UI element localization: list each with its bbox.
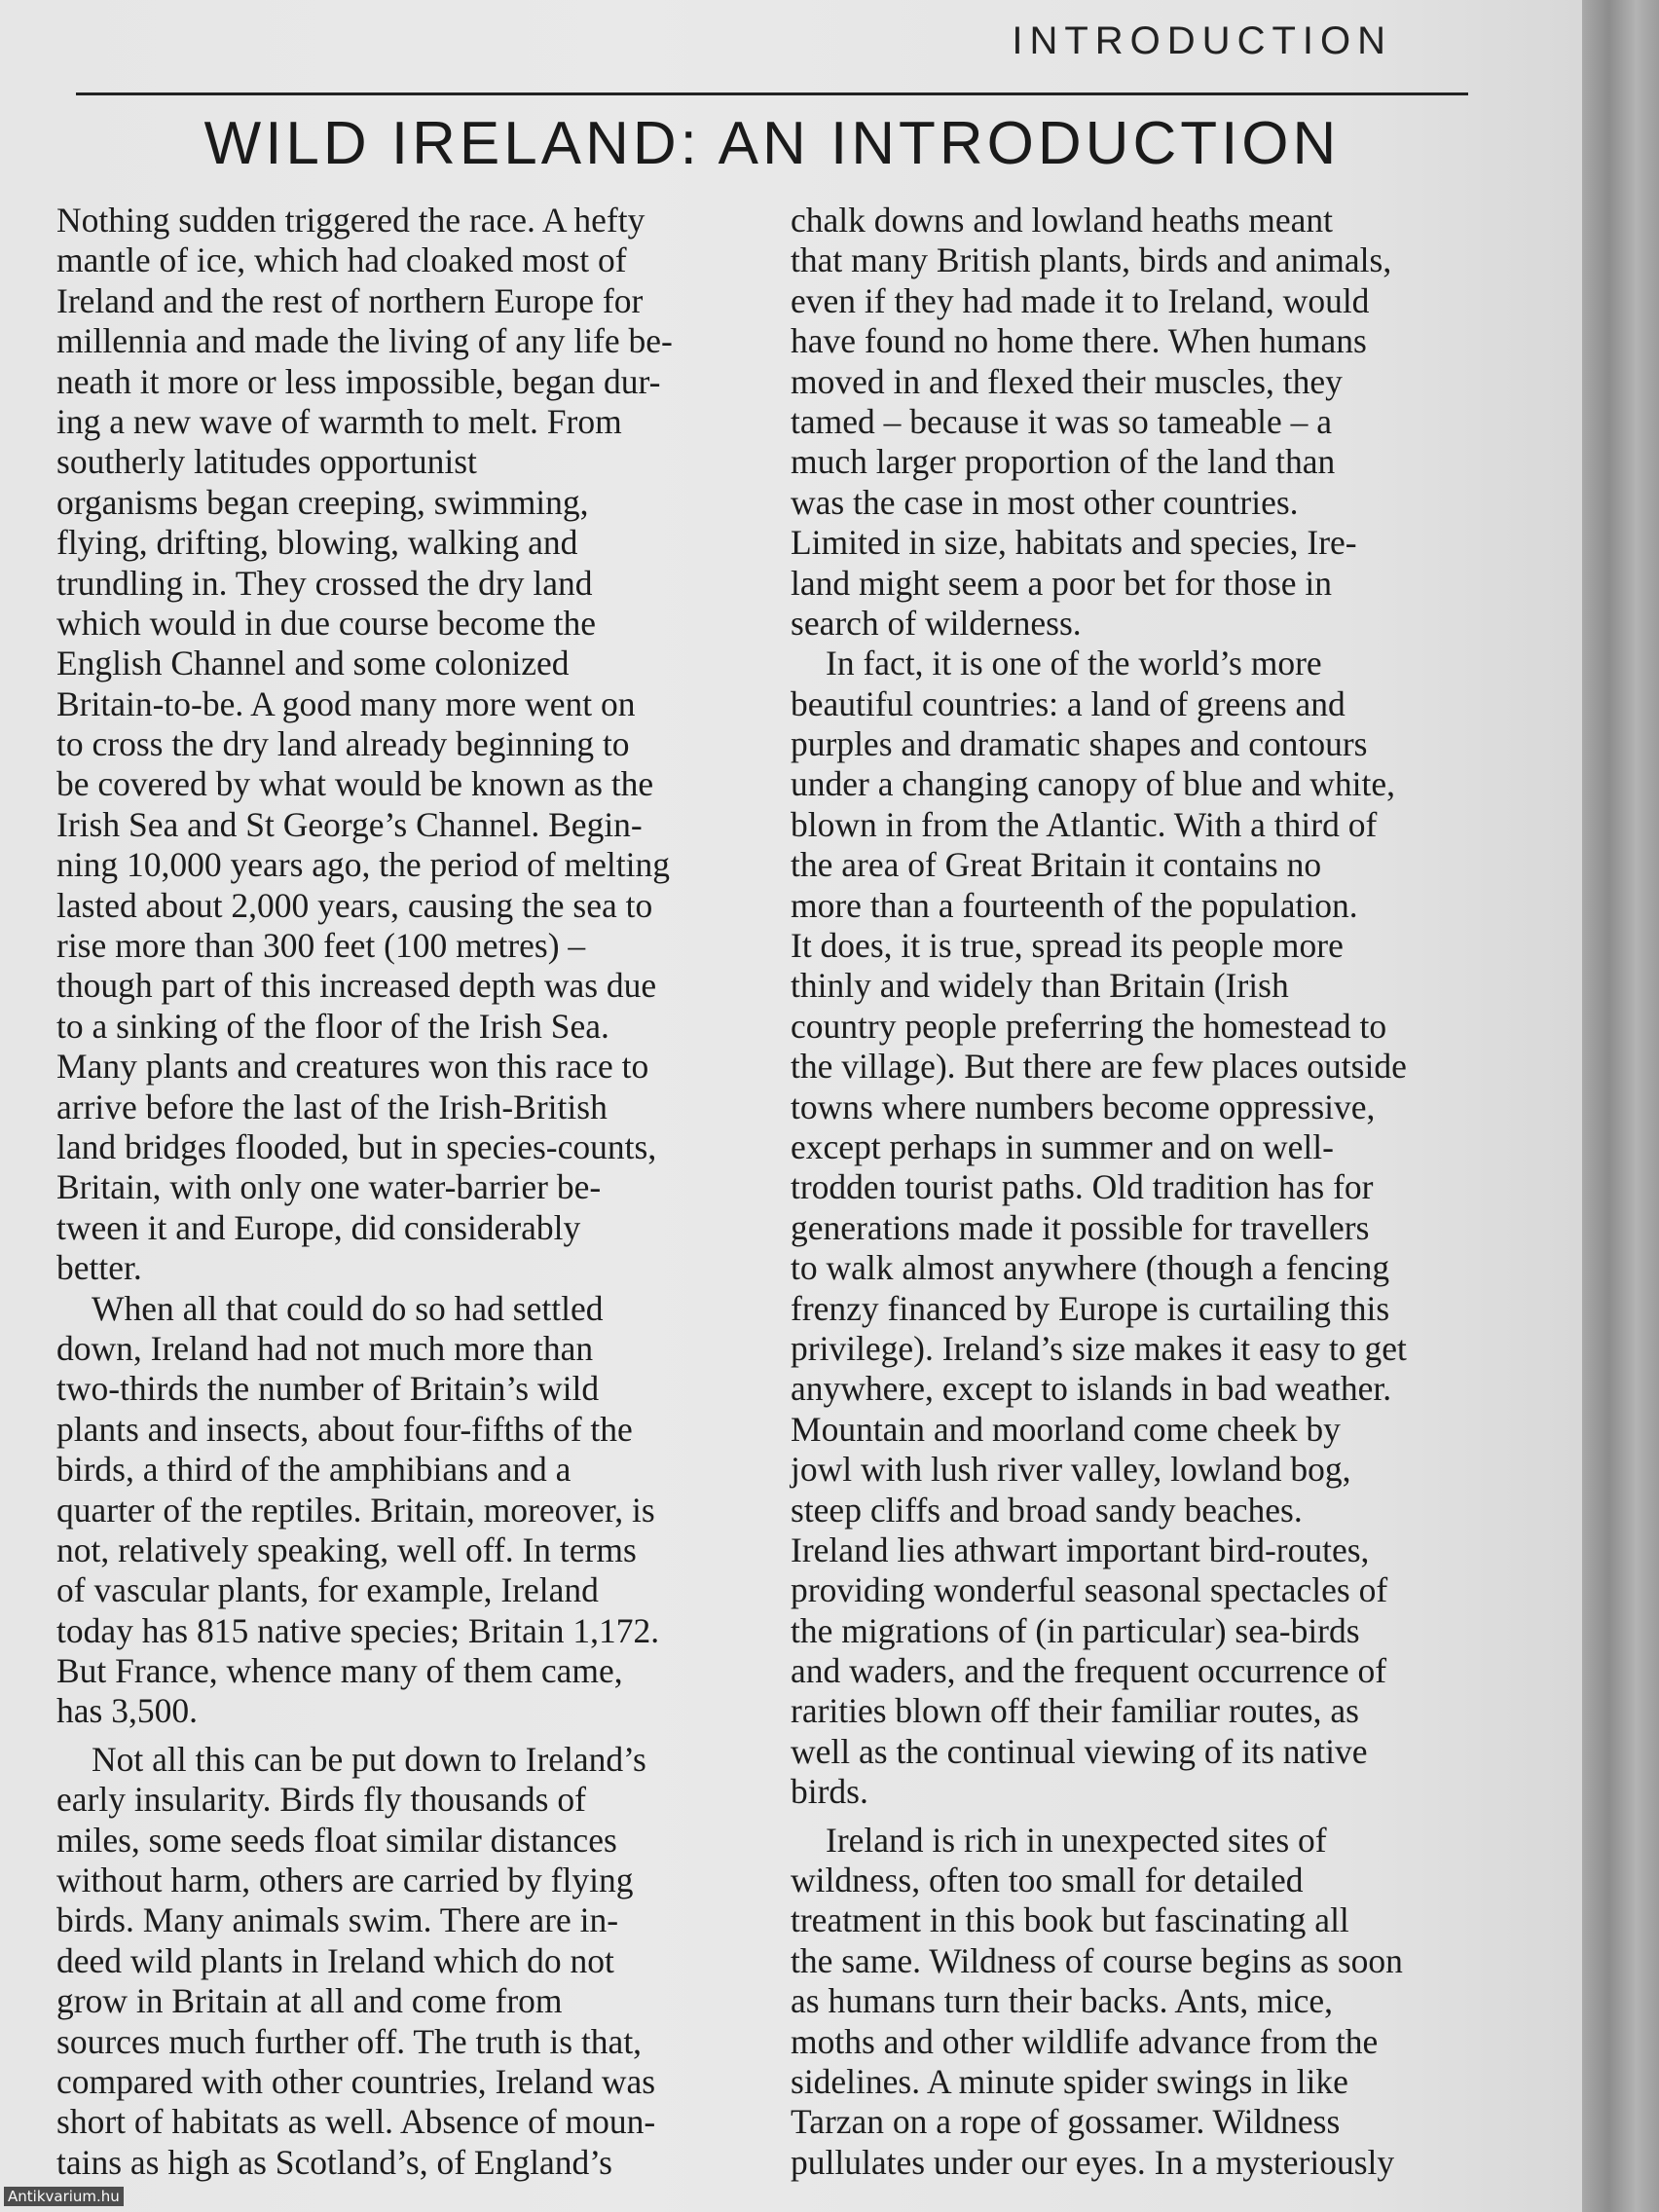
text-line: though part of this increased depth was due (56, 966, 657, 1006)
text-line: compared with other countries, Ireland was (56, 2061, 656, 2101)
text-line: as humans turn their backs. Ants, mice, (791, 1981, 1334, 2021)
text-line: In fact, it is one of the world’s more (826, 644, 1322, 683)
text-line: When all that could do so had settled (92, 1288, 604, 1328)
text-line: birds, a third of the amphibians and a (56, 1450, 571, 1490)
text-line: lasted about 2,000 years, causing the sea to (56, 885, 653, 925)
text-line: well as the continual viewing of its native (791, 1731, 1368, 1771)
text-line: trodden tourist paths. Old tradition has for (791, 1167, 1374, 1207)
text-line: early insularity. Birds fly thousands of (56, 1780, 586, 1820)
text-line: be covered by what would be known as the (56, 764, 654, 804)
text-line: down, Ireland had not much more than (56, 1328, 594, 1368)
text-line: plants and insects, about four-fifths of the (56, 1409, 633, 1449)
text-line: neath it more or less impossible, began dur- (56, 361, 661, 401)
text-line: treatment in this book but fascinating all (791, 1900, 1349, 1940)
text-line: the area of Great Britain it contains no (791, 845, 1322, 885)
text-line: wildness, often too small for detailed (791, 1861, 1304, 1900)
text-line: generations made it possible for travellers (791, 1207, 1370, 1247)
text-line: under a changing canopy of blue and white, (791, 764, 1396, 804)
text-line: short of habitats as well. Absence of moun- (56, 2102, 656, 2142)
watermark: Antikvarium.hu (4, 2187, 124, 2206)
text-line: to walk almost anywhere (though a fencing (791, 1248, 1390, 1288)
text-line: chalk downs and lowland heaths meant (791, 201, 1334, 240)
text-line: It does, it is true, spread its people more (791, 926, 1344, 966)
text-line: pullulates under our eyes. In a mysteriously (791, 2142, 1395, 2182)
text-line: rarities blown off their familiar routes, as (791, 1691, 1359, 1731)
text-line: land might seem a poor bet for those in (791, 563, 1333, 603)
text-line: jowl with lush river valley, lowland bog, (791, 1450, 1351, 1490)
text-line: Ireland and the rest of northern Europe for (56, 280, 644, 320)
text-line: Nothing sudden triggered the race. A hefty (56, 201, 645, 240)
text-line: birds. (791, 1772, 868, 1812)
text-line: steep cliffs and broad sandy beaches. (791, 1490, 1303, 1530)
text-line: Irish Sea and St George’s Channel. Begin- (56, 804, 643, 844)
text-line: birds. Many animals swim. There are in- (56, 1900, 619, 1940)
text-line: Ireland is rich in unexpected sites of (826, 1820, 1327, 1860)
text-line: to cross the dry land already beginning to (56, 724, 630, 764)
text-line: arrive before the last of the Irish-British (56, 1087, 608, 1126)
text-line: was the case in most other countries. (791, 482, 1299, 522)
title-rule (76, 92, 1468, 95)
text-line: Britain-to-be. A good many more went on (56, 683, 636, 723)
text-line: land bridges flooded, but in species-counts, (56, 1126, 657, 1166)
text-line: without harm, others are carried by flying (56, 1861, 634, 1900)
text-line: of vascular plants, for example, Ireland (56, 1570, 599, 1610)
text-line: moths and other wildlife advance from the (791, 2021, 1379, 2061)
text-line: tween it and Europe, did considerably (56, 1207, 581, 1247)
text-line: Tarzan on a rope of gossamer. Wildness (791, 2102, 1341, 2142)
text-line: better. (56, 1248, 142, 1288)
text-line: that many British plants, birds and animals, (791, 240, 1392, 280)
text-line: trundling in. They crossed the dry land (56, 563, 593, 603)
text-line: country people preferring the homestead to (791, 1006, 1387, 1046)
text-line: tains as high as Scotland’s, of England’s (56, 2142, 612, 2182)
text-line: except perhaps in summer and on well- (791, 1126, 1334, 1166)
text-line: ning 10,000 years ago, the period of melting (56, 845, 670, 885)
text-line: English Channel and some colonized (56, 644, 570, 683)
page-title: WILD IRELAND: AN INTRODUCTION (203, 110, 1341, 177)
text-line: southerly latitudes opportunist (56, 442, 477, 482)
text-line: Not all this can be put down to Ireland’s (92, 1739, 646, 1779)
text-line: purples and dramatic shapes and contours (791, 724, 1368, 764)
text-line: more than a fourteenth of the population. (791, 885, 1358, 925)
text-line: sidelines. A minute spider swings in like (791, 2061, 1348, 2101)
text-line: thinly and widely than Britain (Irish (791, 966, 1289, 1006)
text-line: quarter of the reptiles. Britain, moreover, is (56, 1490, 655, 1530)
text-line: even if they had made it to Ireland, would (791, 280, 1370, 320)
text-line: and waders, and the frequent occurrence of (791, 1651, 1387, 1691)
text-line: the village). But there are few places outside (791, 1047, 1407, 1087)
text-line: providing wonderful seasonal spectacles of (791, 1570, 1388, 1610)
running-head: INTRODUCTION (1012, 19, 1392, 62)
text-line: blown in from the Atlantic. With a third of (791, 804, 1378, 844)
text-line: organisms began creeping, swimming, (56, 482, 589, 522)
text-line: Ireland lies athwart important bird-routes, (791, 1530, 1370, 1569)
text-line: which would in due course become the (56, 603, 597, 643)
text-line: rise more than 300 feet (100 metres) – (56, 926, 586, 966)
text-line: Mountain and moorland come cheek by (791, 1409, 1341, 1449)
text-line: privilege). Ireland’s size makes it easy to get (791, 1328, 1407, 1368)
text-line: the same. Wildness of course begins as soon (791, 1940, 1403, 1980)
text-line: two-thirds the number of Britain’s wild (56, 1369, 600, 1409)
text-line: frenzy financed by Europe is curtailing this (791, 1288, 1390, 1328)
text-line: tamed – because it was so tameable – a (791, 401, 1332, 441)
right-column (791, 201, 1472, 2183)
text-line: the migrations of (in particular) sea-birds (791, 1610, 1360, 1650)
text-line: Many plants and creatures won this race to (56, 1047, 649, 1087)
text-line: have found no home there. When humans (791, 321, 1367, 361)
text-line: much larger proportion of the land than (791, 442, 1336, 482)
book-spine-shadow (1582, 0, 1659, 2212)
text-line: sources much further off. The truth is that, (56, 2021, 643, 2061)
text-line: to a sinking of the floor of the Irish Sea. (56, 1006, 609, 1046)
text-line: grow in Britain at all and come from (56, 1981, 563, 2021)
text-line: miles, some seeds float similar distances (56, 1820, 617, 1860)
text-line: millennia and made the living of any life be- (56, 321, 673, 361)
text-line: deed wild plants in Ireland which do not (56, 1940, 614, 1980)
text-line: flying, drifting, blowing, walking and (56, 523, 578, 563)
text-line: Britain, with only one water-barrier be- (56, 1167, 602, 1207)
text-line: moved in and flexed their muscles, they (791, 361, 1343, 401)
text-line: not, relatively speaking, well off. In terms (56, 1530, 637, 1569)
text-line: anywhere, except to islands in bad weather. (791, 1369, 1392, 1409)
text-line: towns where numbers become oppressive, (791, 1087, 1376, 1126)
text-line: Limited in size, habitats and species, Ire- (791, 523, 1357, 563)
left-column (56, 201, 757, 2183)
text-line: search of wilderness. (791, 603, 1082, 643)
text-line: ing a new wave of warmth to melt. From (56, 401, 622, 441)
text-line: has 3,500. (56, 1691, 198, 1731)
text-line: mantle of ice, which had cloaked most of (56, 240, 627, 280)
text-line: today has 815 native species; Britain 1,172. (56, 1610, 660, 1650)
text-line: But France, whence many of them came, (56, 1651, 623, 1691)
text-line: beautiful countries: a land of greens and (791, 683, 1346, 723)
